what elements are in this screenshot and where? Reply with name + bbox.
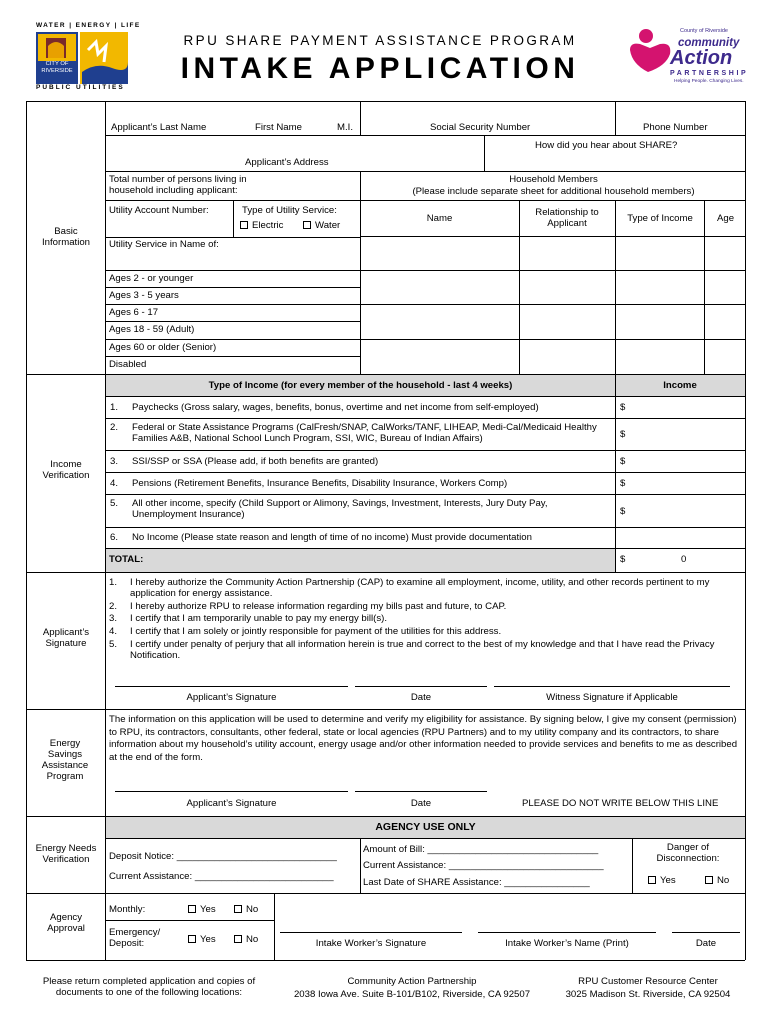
agency-approval-label: Agency Approval <box>47 912 85 934</box>
age-group-2: Ages 3 - 5 years <box>109 290 179 301</box>
cert-num-3: 3. <box>109 613 118 624</box>
ssn-label: Social Security Number <box>430 122 531 133</box>
worker-date-line[interactable] <box>672 932 740 933</box>
signature-date-line[interactable] <box>355 686 487 687</box>
income-amount-header: Income <box>663 380 697 391</box>
danger-no-option[interactable] <box>705 875 729 886</box>
cap-logo-tagline: Helping People. Changing Lives. <box>674 79 744 84</box>
form-title: INTAKE APPLICATION <box>180 52 580 85</box>
cert-item-3: I certify that I am temporarily unable to pay my energy bill(s). <box>130 613 387 624</box>
rpu-logo <box>36 22 141 92</box>
total-label: TOTAL: <box>109 554 144 565</box>
electric-label: Electric <box>252 220 284 231</box>
account-number-label: Utility Account Number: <box>109 205 209 216</box>
age-group-3: Ages 6 - 17 <box>109 307 159 318</box>
income-verification-label: Income Verification <box>42 459 90 481</box>
water-checkbox[interactable] <box>303 221 311 229</box>
worker-date-caption: Date <box>695 938 717 949</box>
cap-logo-word3: PARTNERSHIP <box>670 70 749 77</box>
last-share-date-field[interactable]: Last Date of SHARE Assistance: ________________ <box>363 877 590 888</box>
water-option[interactable] <box>303 220 340 231</box>
income-row-1-text: Paychecks (Gross salary, wages, benefits, bonus, overtime and net income from self-employed) <box>132 402 539 413</box>
mi-label: M.I. <box>337 122 353 133</box>
location-1-address: 2038 Iowa Ave. Suite B-101/B102, Riverside, CA 92507 <box>293 989 531 1000</box>
emergency-no-option[interactable] <box>234 934 258 945</box>
monthly-yes-option[interactable] <box>188 904 216 915</box>
income-row-4-dollar: $ <box>620 478 626 489</box>
cap-logo-word1: community <box>678 37 740 49</box>
persons-label: Total number of persons living in household including applicant: <box>109 174 247 196</box>
emergency-yes-label: Yes <box>200 934 216 945</box>
cert-num-1: 1. <box>109 577 118 588</box>
service-name-label: Utility Service in Name of: <box>109 239 219 250</box>
signature-date-caption: Date <box>410 692 432 703</box>
danger-yes-option[interactable] <box>648 875 676 886</box>
col-relationship-header: Relationship to Applicant <box>535 207 599 229</box>
col-name-header: Name <box>426 213 453 224</box>
service-type-label: Type of Utility Service: <box>242 205 337 216</box>
income-row-3-num: 3. <box>110 456 119 467</box>
program-title: RPU SHARE PAYMENT ASSISTANCE PROGRAM <box>183 33 577 48</box>
income-row-5-dollar: $ <box>620 506 626 517</box>
household-members-label: Household Members <box>509 174 598 185</box>
worker-signature-line[interactable] <box>280 932 462 933</box>
income-row-2-text: Federal or State Assistance Programs (CalFresh/SNAP, CalWorks/TANF, LIHEAP, Medi-Cal/Medicaid Healthy Families A&B, National School Lunch Program, SSI, WIC, Bureau of Indian Affairs) <box>132 422 597 444</box>
address-label: Applicant’s Address <box>245 157 329 168</box>
worker-signature-caption: Intake Worker’s Signature <box>315 938 427 949</box>
cert-item-1: I hereby authorize the Community Action Partnership (CAP) to examine all employment, income, utility, and other records pertinent to my application for energy assistance. <box>130 577 710 599</box>
monthly-no-option[interactable] <box>234 904 258 915</box>
current-assistance-field[interactable]: Current Assistance: __________________________ <box>109 871 334 882</box>
danger-no-label: No <box>717 875 730 886</box>
danger-no-checkbox[interactable] <box>705 876 713 884</box>
age-group-6: Disabled <box>109 359 147 370</box>
emergency-no-checkbox[interactable] <box>234 935 242 943</box>
emergency-label: Emergency/ Deposit: <box>109 927 161 949</box>
age-group-5: Ages 60 or older (Senior) <box>109 342 217 353</box>
rpu-logo-bottom: PUBLIC UTILITIES <box>36 84 125 91</box>
current-assistance-field-2[interactable]: Current Assistance: _____________________________ <box>363 860 604 871</box>
emergency-no-label: No <box>246 934 259 945</box>
do-not-write-notice: PLEASE DO NOT WRITE BELOW THIS LINE <box>522 798 719 809</box>
monthly-label: Monthly: <box>109 904 146 915</box>
total-value: 0 <box>681 554 687 565</box>
location-2-name: RPU Customer Resource Center <box>578 976 718 987</box>
danger-yes-checkbox[interactable] <box>648 876 656 884</box>
cap-logo <box>622 24 749 90</box>
monthly-no-label: No <box>246 904 259 915</box>
deposit-notice-field[interactable]: Deposit Notice: ______________________________ <box>109 851 337 862</box>
income-row-2-dollar: $ <box>620 429 626 440</box>
cert-item-2: I hereby authorize RPU to release information regarding my bills past and future, to CAP. <box>130 601 507 612</box>
income-row-3-text: SSI/SSP or SSA (Please add, if both benefits are granted) <box>132 456 379 467</box>
witness-signature-line[interactable] <box>494 686 730 687</box>
emergency-yes-option[interactable] <box>188 934 216 945</box>
rpu-logo-tagline: WATER | ENERGY | LIFE <box>36 22 141 29</box>
electric-option[interactable] <box>240 220 283 231</box>
income-row-1-num: 1. <box>110 402 119 413</box>
age-group-4: Ages 18 - 59 (Adult) <box>109 324 195 335</box>
col-age-header: Age <box>716 213 735 224</box>
income-row-5-text: All other income, specify (Child Support or Alimony, Savings, Investment, Interests, Jury Duty Pay, Unemployment Insurance) <box>132 498 548 520</box>
rpu-logo-city: CITY OF RIVERSIDE <box>41 61 73 74</box>
monthly-yes-label: Yes <box>200 904 216 915</box>
income-row-4-text: Pensions (Retirement Benefits, Insurance Benefits, Disability Insurance, Workers Comp) <box>132 478 508 489</box>
danger-disconnection-label: Danger of Disconnection: <box>656 842 720 864</box>
energy-savings-label: Energy Savings Assistance Program <box>41 738 89 782</box>
energy-needs-label: Energy Needs Verification <box>35 843 97 865</box>
cert-item-4: I certify that I am solely or jointly responsible for payment of the utilities for this address. <box>130 626 502 637</box>
monthly-yes-checkbox[interactable] <box>188 905 196 913</box>
income-row-6-text: No Income (Please state reason and length of time of no income) Must provide documentation <box>132 532 532 543</box>
monthly-no-checkbox[interactable] <box>234 905 242 913</box>
cert-num-4: 4. <box>109 626 118 637</box>
income-row-4-num: 4. <box>110 478 119 489</box>
cap-heart-icon <box>626 28 676 74</box>
energy-date-line[interactable] <box>355 791 487 792</box>
cap-logo-word2: Action <box>670 47 733 69</box>
rpu-logo-emblem <box>36 32 128 84</box>
household-note: (Please include separate sheet for additional household members) <box>412 186 695 197</box>
income-row-5-num: 5. <box>110 498 119 509</box>
worker-name-caption: Intake Worker’s Name (Print) <box>505 938 629 949</box>
agency-use-header: AGENCY USE ONLY <box>375 821 476 833</box>
cap-logo-county: County of Riverside <box>680 28 728 34</box>
energy-date-caption: Date <box>410 798 432 809</box>
amount-of-bill-field[interactable]: Amount of Bill: ________________________________ <box>363 844 599 855</box>
basic-info-label: Basic Information <box>42 226 90 248</box>
water-label: Water <box>315 220 341 231</box>
danger-yes-label: Yes <box>660 875 676 886</box>
total-dollar: $ <box>620 554 626 565</box>
location-2-address: 3025 Madison St. Riverside, CA 92504 <box>565 989 731 1000</box>
energy-signature-line[interactable] <box>115 791 348 792</box>
return-note: Please return completed application and copies of documents to one of the following locations: <box>42 976 256 998</box>
electric-checkbox[interactable] <box>240 221 248 229</box>
income-row-2-num: 2. <box>110 422 119 433</box>
income-row-3-dollar: $ <box>620 456 626 467</box>
age-group-1: Ages 2 - or younger <box>109 273 194 284</box>
cert-num-2: 2. <box>109 601 118 612</box>
phone-label: Phone Number <box>643 122 708 133</box>
applicant-signature-line[interactable] <box>115 686 348 687</box>
last-name-label: Applicant’s Last Name <box>111 122 207 133</box>
col-income-type-header: Type of Income <box>627 213 693 224</box>
income-row-1-dollar: $ <box>620 402 626 413</box>
worker-name-line[interactable] <box>478 932 656 933</box>
hear-about-label: How did you hear about SHARE? <box>535 140 678 151</box>
location-1-name: Community Action Partnership <box>347 976 477 987</box>
energy-consent-text: The information on this application will be used to determine and verify my eligibility for assistance. By signing below, I give my consent (permission) to RPU, its contractors, consultants, other federal, state or local agencies (RPU Partners) and to my utility company and its contractors, to share information about my household’s utility account, energy usage and/or other information needed to provide services and benefits to me as described at the end of the form. <box>109 714 738 763</box>
cert-num-5: 5. <box>109 639 118 650</box>
income-row-6-num: 6. <box>110 532 119 543</box>
cert-item-5: I certify under penalty of perjury that all information herein is true and correct to the best of my knowledge and that I have read the Privacy Notification. <box>130 639 715 661</box>
witness-signature-caption: Witness Signature if Applicable <box>546 692 678 703</box>
emergency-yes-checkbox[interactable] <box>188 935 196 943</box>
first-name-label: First Name <box>255 122 302 133</box>
income-type-header: Type of Income (for every member of the household - last 4 weeks) <box>208 380 513 391</box>
applicant-signature-label: Applicant’s Signature <box>42 627 90 649</box>
energy-signature-caption: Applicant’s Signature <box>186 798 277 809</box>
applicant-signature-caption: Applicant’s Signature <box>186 692 277 703</box>
